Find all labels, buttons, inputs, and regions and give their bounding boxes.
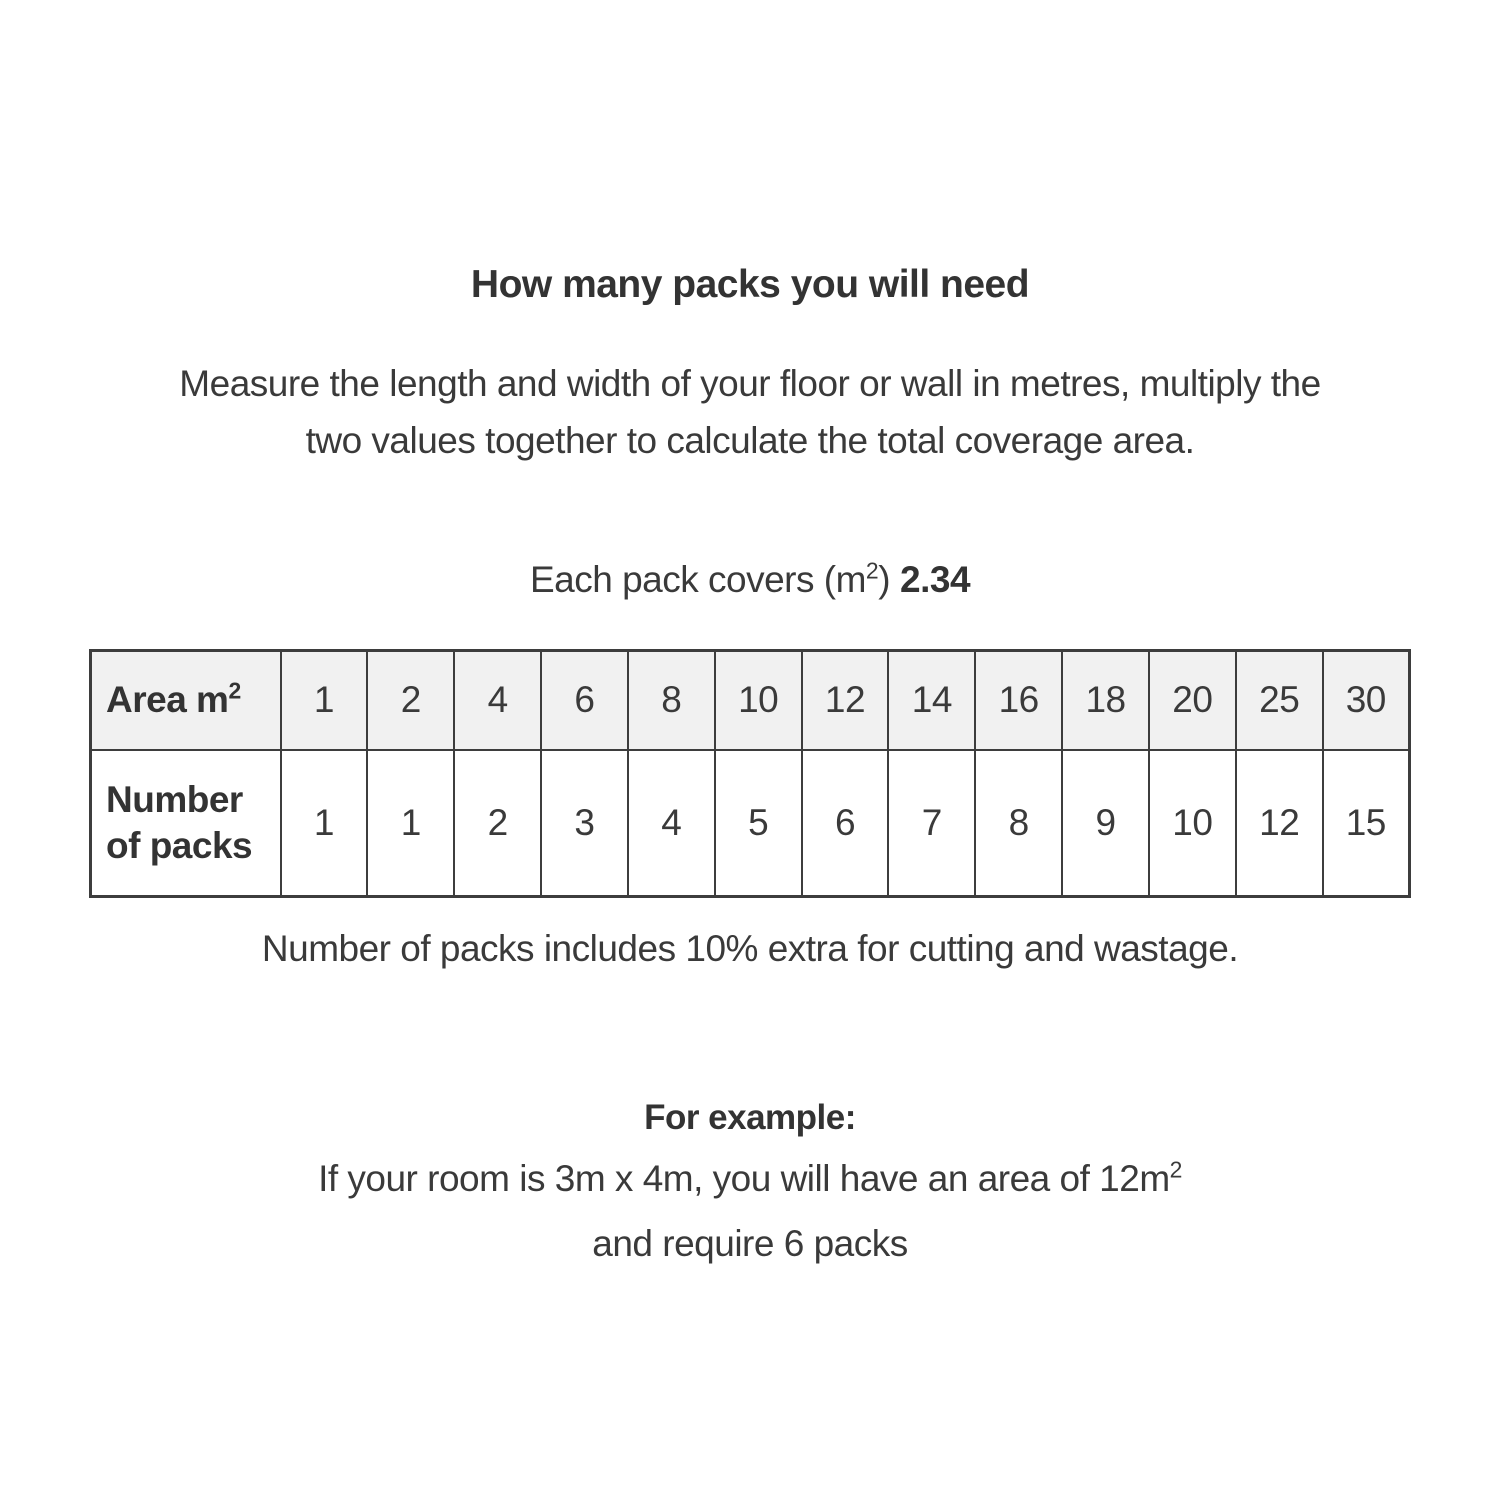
area-row-label xyxy=(91,650,281,750)
packs-cell: 9 xyxy=(1062,750,1149,896)
packs-cell: 2 xyxy=(454,750,541,896)
coverage-superscript: 2 xyxy=(865,557,879,584)
area-cell: 10 xyxy=(715,650,802,750)
packs-cell: 3 xyxy=(541,750,628,896)
packs-label-line-1: Number xyxy=(106,778,243,820)
pack-coverage-line xyxy=(0,555,1500,605)
example-line-1 xyxy=(0,1155,1500,1203)
packs-cell: 15 xyxy=(1323,750,1410,896)
example-line-2: and require 6 packs xyxy=(592,1222,908,1264)
wastage-note: Number of packs includes 10% extra for cutting and wastage. xyxy=(261,927,1239,969)
packs-cell: 6 xyxy=(802,750,889,896)
area-cell: 30 xyxy=(1323,650,1410,750)
area-cell: 1 xyxy=(281,650,368,750)
area-cell: 4 xyxy=(454,650,541,750)
area-row xyxy=(91,650,1410,750)
intro-line-2: two values together to calculate the total coverage area. xyxy=(305,419,1195,461)
area-cell: 6 xyxy=(541,650,628,750)
area-cell: 14 xyxy=(888,650,975,750)
example-line-1-superscript: 2 xyxy=(1169,1156,1182,1183)
packs-cell: 4 xyxy=(628,750,715,896)
packs-cell: 1 xyxy=(281,750,368,896)
coverage-value: 2.34 xyxy=(900,558,971,600)
page-title: How many packs you will need xyxy=(470,263,1030,306)
packs-cell: 7 xyxy=(888,750,975,896)
intro-paragraph xyxy=(0,355,1500,469)
area-label-text: Area m xyxy=(106,679,229,721)
packs-cell: 10 xyxy=(1149,750,1236,896)
packs-label-line-2: of packs xyxy=(106,824,253,866)
area-cell: 25 xyxy=(1236,650,1323,750)
coverage-label-prefix: Each pack covers (m xyxy=(529,558,866,600)
packs-cell: 12 xyxy=(1236,750,1323,896)
area-label-superscript: 2 xyxy=(228,678,241,705)
packs-cell: 1 xyxy=(367,750,454,896)
area-cell: 18 xyxy=(1062,650,1149,750)
example-line-1-text: If your room is 3m x 4m, you will have an area of 12m xyxy=(318,1157,1170,1199)
area-cell: 2 xyxy=(367,650,454,750)
area-cell: 20 xyxy=(1149,650,1236,750)
packs-row xyxy=(91,750,1410,896)
coverage-label-suffix: ) xyxy=(878,558,891,600)
packs-cell: 5 xyxy=(715,750,802,896)
intro-line-1: Measure the length and width of your floor or wall in metres, multiply the xyxy=(179,362,1321,404)
area-cell: 8 xyxy=(628,650,715,750)
packs-row-label xyxy=(91,750,281,896)
packs-cell: 8 xyxy=(975,750,1062,896)
packs-table xyxy=(89,649,1411,898)
area-cell: 16 xyxy=(975,650,1062,750)
example-heading: For example: xyxy=(644,1097,856,1137)
area-cell: 12 xyxy=(802,650,889,750)
